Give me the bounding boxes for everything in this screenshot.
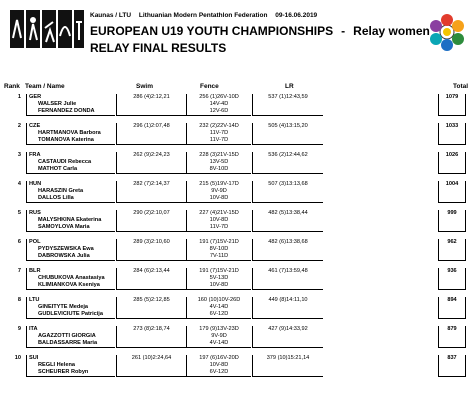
team-member: MALYSHKINA Ekaterina — [38, 217, 102, 223]
team-code: POL — [29, 239, 41, 245]
team-member: AGAZZOTTI GIORGIA — [38, 333, 96, 339]
rank-cell: 10 — [14, 355, 21, 361]
rank-cell: 4 — [17, 181, 21, 187]
team-code: HUN — [29, 181, 42, 187]
table-row — [4, 152, 465, 181]
team-member: REGLI Helena — [38, 362, 75, 368]
team-cell — [26, 326, 115, 348]
total-cell: 837 — [438, 355, 466, 377]
team-member: SAMOYLOVA Maria — [38, 224, 90, 230]
fence-cell — [186, 152, 251, 174]
results-table — [4, 94, 465, 384]
team-cell — [26, 268, 115, 290]
team-code: SUI — [29, 355, 39, 361]
total-cell: 936 — [438, 268, 466, 290]
lr-cell: 482 (6)13:38,68 — [252, 239, 323, 261]
rank-cell: 3 — [17, 152, 21, 158]
rank-cell: 8 — [17, 297, 21, 303]
table-row — [4, 326, 465, 355]
fence-result: 10V-8D — [209, 362, 229, 368]
lr-cell: 427 (9)14:33,92 — [252, 326, 323, 348]
total-cell: 879 — [438, 326, 466, 348]
total-cell: 1033 — [438, 123, 466, 145]
total-cell: 1079 — [438, 94, 466, 116]
swim-cell: 285 (5)2:12,85 — [116, 297, 186, 319]
team-member: SCHEURER Robyn — [38, 369, 89, 375]
team-code: FRA — [29, 152, 41, 158]
column-header-total: Total — [453, 83, 469, 90]
fence-result: 227 (4)21V-15D — [199, 210, 239, 216]
championship-title — [90, 24, 430, 38]
fence-result: 8V-10D — [209, 166, 229, 172]
fence-result: 5V-13D — [209, 275, 229, 281]
team-member: GINEITYTE Medeja — [38, 304, 89, 310]
fence-result: 10V-8D — [209, 217, 229, 223]
team-code: CZE — [29, 123, 41, 129]
team-cell — [26, 181, 115, 203]
fence-result: 11V-7D — [209, 137, 229, 143]
fence-result: 6V-12D — [209, 311, 229, 317]
venue: Kaunas / LTU — [90, 12, 132, 19]
fence-result: 191 (7)15V-21D — [199, 239, 239, 245]
rank-cell: 1 — [17, 94, 21, 100]
team-code: RUS — [29, 210, 41, 216]
swim-cell: 261 (10)2:24,64 — [116, 355, 186, 377]
fence-result: 160 (10)10V-26D — [197, 297, 241, 303]
fence-cell — [186, 181, 251, 203]
fence-cell — [186, 123, 251, 145]
fence-result: 9V-9D — [211, 333, 227, 339]
pentathlon-logo-icon — [8, 8, 86, 50]
fence-result: 14V-4D — [209, 101, 229, 107]
rank-cell: 2 — [17, 123, 21, 129]
fence-result: 215 (5)19V-17D — [199, 181, 239, 187]
total-cell: 999 — [438, 210, 466, 232]
lr-cell: 536 (2)12:44,62 — [252, 152, 323, 174]
fence-result: 12V-6D — [209, 108, 229, 114]
event-logo-icon — [427, 12, 467, 52]
team-cell — [26, 152, 115, 174]
fence-result: 197 (6)16V-20D — [199, 355, 239, 361]
team-code: GER — [29, 94, 42, 100]
table-row — [4, 297, 465, 326]
team-member: DALLOS Lilla — [38, 195, 74, 201]
swim-cell: 289 (3)2:10,60 — [116, 239, 186, 261]
fence-result: 228 (3)21V-15D — [199, 152, 239, 158]
team-member: TOMANOVA Katerina — [38, 137, 94, 143]
fence-result: 6V-12D — [209, 369, 229, 375]
team-member: GUDLEVICIUTE Patricija — [38, 311, 103, 317]
total-cell: 894 — [438, 297, 466, 319]
total-cell: 1026 — [438, 152, 466, 174]
team-member: MATHOT Carla — [38, 166, 78, 172]
fence-cell — [186, 210, 251, 232]
team-member: FERNANDEZ DONDA — [38, 108, 95, 114]
team-cell — [26, 239, 115, 261]
fence-result: 10V-8D — [209, 282, 229, 288]
fence-result: 13V-5D — [209, 159, 229, 165]
table-row — [4, 355, 465, 384]
title-separator: - — [341, 24, 346, 38]
team-cell — [26, 210, 115, 232]
column-header-lr: LR — [285, 83, 294, 90]
fence-cell — [186, 355, 251, 377]
table-row — [4, 210, 465, 239]
team-member: CHUBUKOVA Anastasiya — [38, 275, 105, 281]
total-cell: 1004 — [438, 181, 466, 203]
fence-result: 4V-14D — [209, 304, 229, 310]
team-member: KLIMIANKOVA Kseniya — [38, 282, 100, 288]
fence-result: 191 (7)15V-21D — [199, 268, 239, 274]
page-title: RELAY FINAL RESULTS — [90, 41, 227, 55]
dates: 09-16.06.2019 — [275, 12, 318, 19]
swim-cell: 262 (9)2:24,23 — [116, 152, 186, 174]
lr-cell: 507 (3)13:13,68 — [252, 181, 323, 203]
fence-result: 9V-9D — [211, 188, 227, 194]
lr-cell: 505 (4)13:15,20 — [252, 123, 323, 145]
rank-cell: 5 — [17, 210, 21, 216]
swim-cell: 286 (4)2:12,21 — [116, 94, 186, 116]
header-info — [90, 12, 323, 19]
team-cell — [26, 94, 115, 116]
team-member: CASTAUDI Rebecca — [38, 159, 92, 165]
fence-result: 10V-8D — [209, 195, 229, 201]
team-cell — [26, 355, 115, 377]
team-member: HARTMANOVA Barbora — [38, 130, 101, 136]
table-row — [4, 94, 465, 123]
column-header-fence: Fence — [200, 83, 219, 90]
title: EUROPEAN U19 YOUTH CHAMPIONSHIPS — [90, 24, 334, 38]
team-cell — [26, 297, 115, 319]
lr-cell: 537 (1)12:43,59 — [252, 94, 323, 116]
team-code: ITA — [29, 326, 38, 332]
rank-cell: 6 — [17, 239, 21, 245]
swim-cell: 284 (6)2:13,44 — [116, 268, 186, 290]
fence-cell — [186, 268, 251, 290]
table-row — [4, 239, 465, 268]
team-member: PYDYSZEWSKA Ewa — [38, 246, 94, 252]
table-row — [4, 123, 465, 152]
fence-cell — [186, 239, 251, 261]
fence-cell — [186, 326, 251, 348]
column-header-rank: Rank — [4, 83, 20, 90]
event-name: Relay women — [353, 24, 430, 38]
team-member: HARASZIN Greta — [38, 188, 84, 194]
fence-result: 179 (9)13V-23D — [199, 326, 239, 332]
table-row — [4, 181, 465, 210]
team-code: LTU — [29, 297, 40, 303]
fence-cell — [186, 94, 251, 116]
swim-cell: 296 (1)2:07,48 — [116, 123, 186, 145]
fence-result: 11V-7D — [209, 130, 229, 136]
lr-cell: 449 (8)14:11,10 — [252, 297, 323, 319]
team-cell — [26, 123, 115, 145]
lr-cell: 461 (7)13:59,48 — [252, 268, 323, 290]
fence-result: 4V-14D — [209, 340, 229, 346]
lr-cell: 379 (10)15:21,14 — [252, 355, 323, 377]
fence-result: 11V-7D — [209, 224, 229, 230]
column-header-team: Team / Name — [25, 83, 65, 90]
federation: Lithuanian Modern Pentathlon Federation — [138, 12, 268, 19]
swim-cell: 273 (8)2:18,74 — [116, 326, 186, 348]
fence-result: 232 (2)22V-14D — [199, 123, 239, 129]
rank-cell: 9 — [17, 326, 21, 332]
team-member: BALDASSARRE Maria — [38, 340, 98, 346]
lr-cell: 482 (5)13:38,44 — [252, 210, 323, 232]
column-header-swim: Swim — [136, 83, 153, 90]
rank-cell: 7 — [17, 268, 21, 274]
team-member: DABROWSKA Julia — [38, 253, 90, 259]
swim-cell: 282 (7)2:14,37 — [116, 181, 186, 203]
fence-cell — [186, 297, 251, 319]
fence-result: 8V-10D — [209, 246, 229, 252]
team-member: WALSER Julie — [38, 101, 77, 107]
fence-result: 7V-11D — [209, 253, 229, 259]
swim-cell: 290 (2)2:10,07 — [116, 210, 186, 232]
table-row — [4, 268, 465, 297]
team-code: BLR — [29, 268, 41, 274]
total-cell: 962 — [438, 239, 466, 261]
fence-result: 256 (1)26V-10D — [199, 94, 239, 100]
